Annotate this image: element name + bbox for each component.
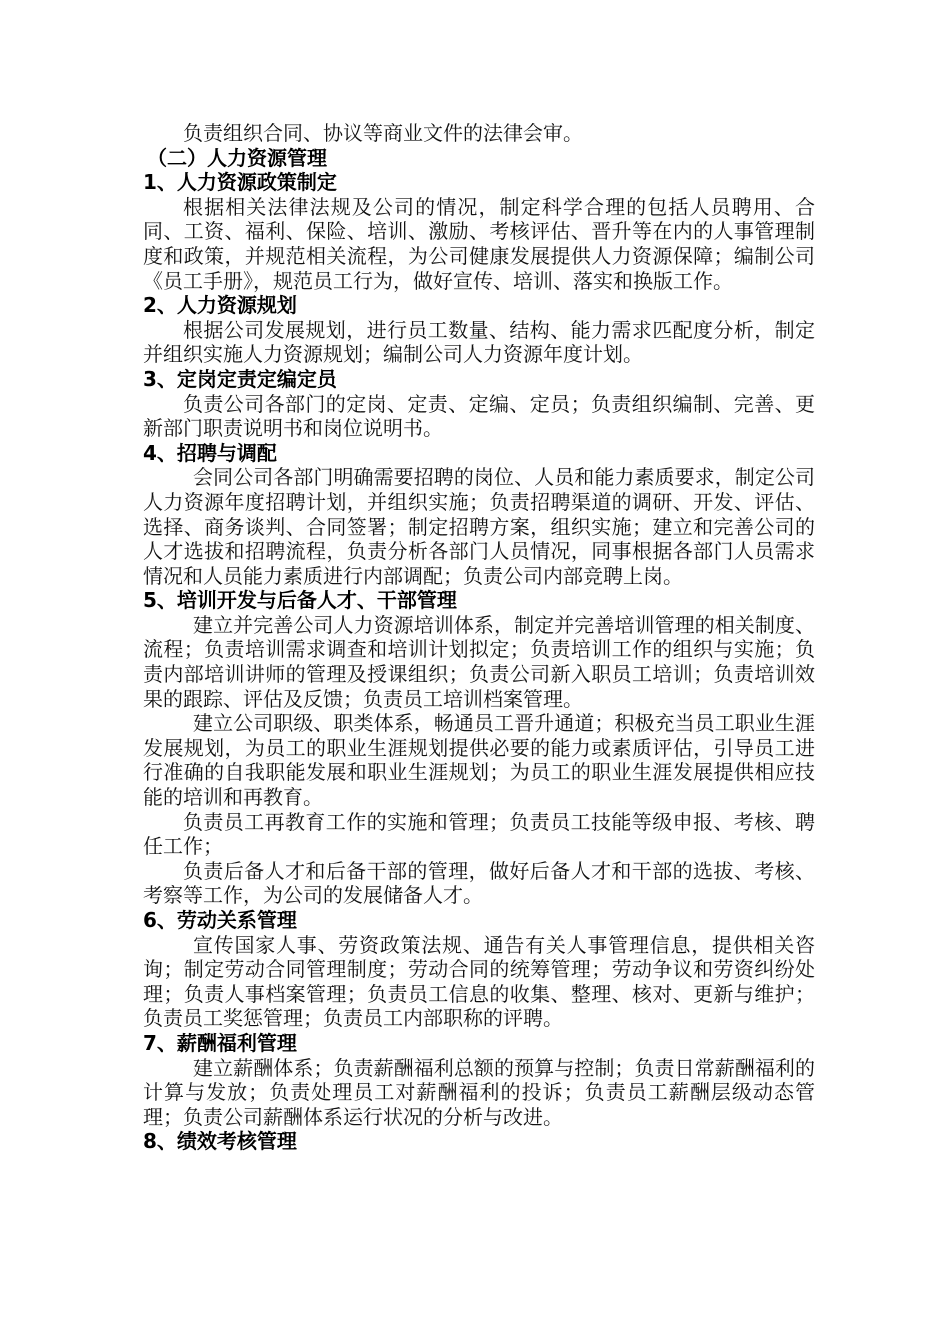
item-5-paragraph-2: 建立公司职级、职类体系，畅通员工晋升通道；积极充当员工职业生涯发展规划，为员工的职业生涯规划提供必要的能力或素质评估，引导员工进行准确的自我职能发展和职业生涯规划；为员工的职业生涯发展提供相应技能的培训和再教育。 xyxy=(143,711,815,810)
document-body xyxy=(143,121,815,1154)
item-7-paragraph-1: 建立薪酬体系；负责薪酬福利总额的预算与控制；负责日常薪酬福利的计算与发放；负责处理员工对薪酬福利的投诉；负责员工薪酬层级动态管理；负责公司薪酬体系运行状况的分析与改进。 xyxy=(143,1055,815,1129)
item-1-paragraph-1: 根据相关法律法规及公司的情况，制定科学合理的包括人员聘用、合同、工资、福利、保险、培训、激励、考核评估、晋升等在内的人事管理制度和政策，并规范相关流程，为公司健康发展提供人力资源保障；编制公司《员工手册》，规范员工行为，做好宣传、培训、落实和换版工作。 xyxy=(143,194,815,293)
item-heading-5: 5、培训开发与后备人才、干部管理 xyxy=(143,588,457,613)
intro-paragraph: 负责组织合同、协议等商业文件的法律会审。 xyxy=(183,121,583,145)
item-3-paragraph-1: 负责公司各部门的定岗、定责、定编、定员；负责组织编制、完善、更新部门职责说明书和岗位说明书。 xyxy=(143,391,815,441)
item-6-paragraph-1: 宣传国家人事、劳资政策法规、通告有关人事管理信息，提供相关咨询；制定劳动合同管理制度；劳动合同的统筹管理；劳动争议和劳资纠纷处理；负责人事档案管理；负责员工信息的收集、整理、核对、更新与维护；负责员工奖惩管理；负责员工内部职称的评聘。 xyxy=(143,932,815,1031)
item-heading-1: 1、人力资源政策制定 xyxy=(143,170,337,195)
section-title: （二）人力资源管理 xyxy=(147,145,327,170)
item-5-paragraph-1: 建立并完善公司人力资源培训体系，制定并完善培训管理的相关制度、流程；负责培训需求调查和培训计划拟定；负责培训工作的组织与实施；负责内部培训讲师的管理及授课组织；负责公司新入职员工培训；负责培训效果的跟踪、评估及反馈；负责员工培训档案管理。 xyxy=(143,612,815,711)
item-5-paragraph-4: 负责后备人才和后备干部的管理，做好后备人才和干部的选拔、考核、考察等工作，为公司的发展储备人才。 xyxy=(143,858,815,908)
item-heading-3: 3、定岗定责定编定员 xyxy=(143,366,337,391)
item-heading-7: 7、薪酬福利管理 xyxy=(143,1030,297,1055)
item-heading-6: 6、劳动关系管理 xyxy=(143,908,297,932)
item-heading-8: 8、绩效考核管理 xyxy=(143,1129,297,1154)
item-5-paragraph-3: 负责员工再教育工作的实施和管理；负责员工技能等级申报、考核、聘任工作； xyxy=(143,809,815,859)
item-2-paragraph-1: 根据公司发展规划，进行员工数量、结构、能力需求匹配度分析，制定并组织实施人力资源规划；编制公司人力资源年度计划。 xyxy=(143,317,815,367)
item-heading-4: 4、招聘与调配 xyxy=(143,440,277,465)
item-4-paragraph-1: 会同公司各部门明确需要招聘的岗位、人员和能力素质要求，制定公司人力资源年度招聘计划，并组织实施；负责招聘渠道的调研、开发、评估、选择、商务谈判、合同签署；制定招聘方案，组织实施；建立和完善公司的人才选拔和招聘流程，负责分析各部门人员情况，同事根据各部门人员需求情况和人员能力素质进行内部调配；负责公司内部竞聘上岗。 xyxy=(143,465,815,588)
item-heading-2: 2、人力资源规划 xyxy=(143,293,297,318)
